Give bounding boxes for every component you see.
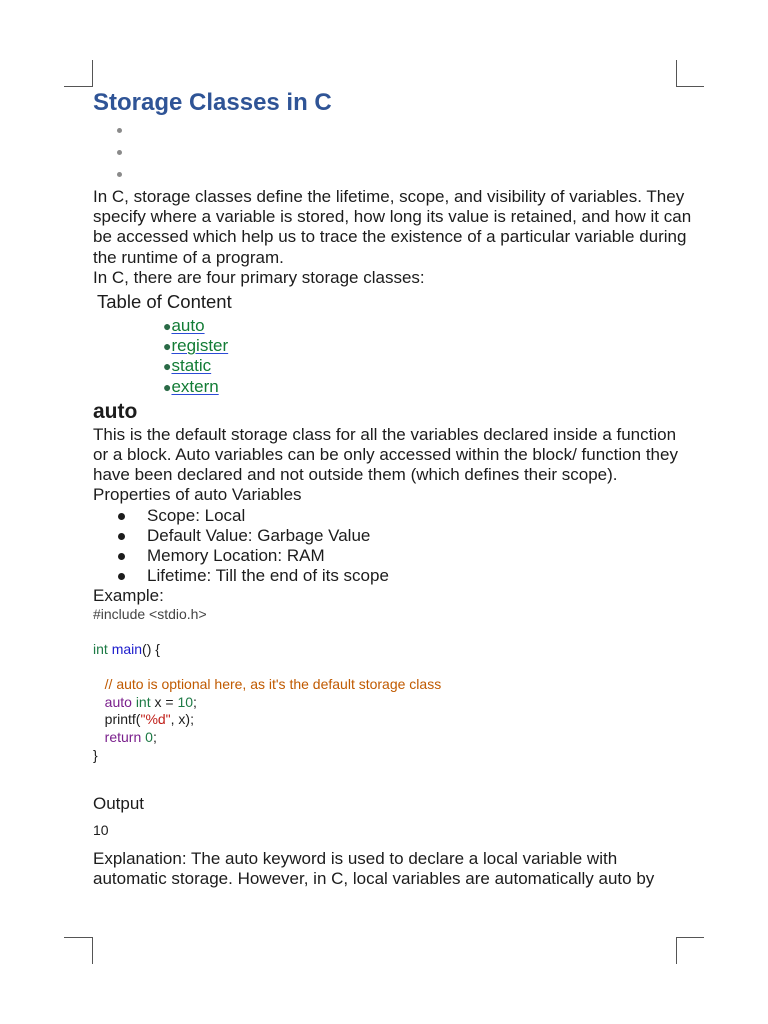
code-line-blank [93,659,693,677]
page-title: Storage Classes in C [93,89,332,116]
spacer [93,840,693,849]
explanation-paragraph: Explanation: The auto keyword is used to declare a local variable with automatic storage. However, in C, local variables are automatically auto by [93,848,655,889]
crop-mark-top-left-h [64,86,93,87]
code-token: printf( [104,711,141,728]
auto-description: This is the default storage class for all the variables declared inside a function or a block. Auto variables can be only accessed within the block/ function they have been declared and not outside them (which defines their scope). [93,424,678,485]
code-token: , x); [170,711,194,728]
intro-paragraph-2: In C, there are four primary storage classes: [93,267,425,287]
list-item: Memory Location: RAM [115,546,693,566]
output-value: 10 [93,822,109,839]
crop-mark-top-right-v [676,60,677,87]
code-token: 10 [177,693,194,710]
code-token: auto [104,693,132,710]
empty-bullet-list [93,120,693,186]
toc-title: Table of Content [97,291,232,313]
example-label: Example: [93,585,164,605]
code-token: 0 [145,729,153,745]
toc-link-register[interactable]: register [171,336,229,356]
output-label: Output [93,794,145,814]
code-token: return [104,729,142,745]
toc-link-static[interactable]: static [171,356,212,376]
properties-heading: Properties of auto Variables [93,485,302,505]
list-item [115,120,693,142]
toc-item-static [163,356,693,376]
bullet-icon: ● [163,318,172,335]
code-comment: // auto is optional here, as it's the default storage class [104,676,442,693]
code-token: main [111,641,143,658]
spacer [93,764,693,794]
toc-item-register [163,336,693,356]
document-page [93,86,693,889]
code-line-include: #include <stdio.h> [93,605,207,622]
list-item: Scope: Local [115,506,693,526]
code-token: ; [152,729,157,745]
code-block [93,606,693,764]
bullet-icon: ● [163,358,172,375]
code-token: x = [150,693,178,710]
code-line-comment [93,676,693,694]
list-item [115,164,693,186]
table-of-content [93,316,693,397]
list-item [115,142,693,164]
list-item: Lifetime: Till the end of its scope [115,566,693,586]
code-line-decl [93,694,693,712]
toc-link-auto[interactable]: auto [171,316,205,336]
crop-mark-top-left-v [92,60,93,87]
code-token: int [93,641,108,658]
crop-mark-bottom-left-v [92,937,93,964]
code-line-return [93,729,693,747]
code-token: ; [193,693,197,710]
toc-item-auto [163,316,693,336]
code-token: () { [142,641,160,658]
code-line-printf [93,711,693,729]
bullet-icon: ● [163,338,172,355]
crop-mark-bottom-right-v [676,937,677,964]
list-item: Default Value: Garbage Value [115,526,693,546]
code-token: int [135,693,151,710]
spacer [93,814,693,822]
properties-list [93,506,693,586]
bullet-icon: ● [163,378,172,395]
code-token: "%d" [140,711,171,728]
intro-paragraph: In C, storage classes define the lifetime, scope, and visibility of variables. They specify where a variable is stored, how long its value is retained, and how it can be accessed which help us to trace the existence of a particular variable during the runtime of a program. [93,187,692,267]
toc-item-extern [163,377,693,397]
section-heading-auto: auto [93,399,138,423]
code-line-close: } [93,746,98,763]
toc-link-extern[interactable]: extern [171,376,219,396]
code-line-main [93,641,693,659]
crop-mark-bottom-right-h [676,937,704,938]
code-line-blank [93,623,693,641]
crop-mark-bottom-left-h [64,937,93,938]
